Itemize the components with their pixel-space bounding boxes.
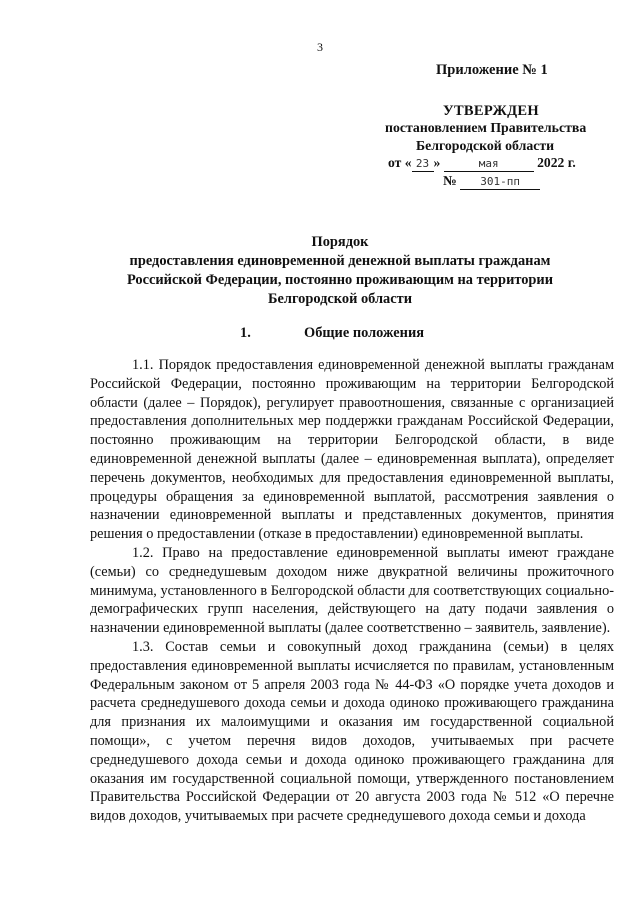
appendix-label: Приложение № 1 <box>436 62 548 78</box>
paragraph-1-3: 1.3. Состав семьи и совокупный доход гражданина (семьи) в целях предоставления единовременной выплаты исчисляется по правилам, установленным Федеральным законом от 5 апреля 2003 года № 44-ФЗ «О порядке учета доходов и расчета среднедушевого дохода семьи и дохода одиноко проживающего гражданина для признания их малоимущими и оказания им государственной социальной помощи», с учетом перечня видов доходов, учитываемых при расчете среднедушевого дохода семьи и дохода одиноко проживающего гражданина для оказания им государственной социальной помощи, утвержденного постановлением Правительства Российской Федерации от 20 августа 2003 года № 512 «О перечне видов доходов, учитываемых при расчете среднедушевого дохода семьи и дохода <box>90 638 614 825</box>
approval-number <box>443 173 540 190</box>
section-title: Общие положения <box>304 325 425 341</box>
approval-line-1: постановлением Правительства <box>385 120 587 135</box>
number-label: № <box>443 173 457 188</box>
title-line-4: Белгородской области <box>267 291 413 307</box>
paragraph-1-1: 1.1. Порядок предоставления единовременной денежной выплаты гражданам Российской Федерации, постоянно проживающим на территории Белгородской области (далее – Порядок), регулирует правоотношения, связанные с организацией предоставления дополнительных мер поддержки гражданам Российской Федерации, постоянно проживающим на территории Белгородской области, в виде единовременной денежной выплаты (далее – единовременная выплата), определяет перечень документов, необходимых для предоставления единовременной выплаты, процедуры обращения за единовременной выплатой, рассмотрения заявления о назначении единовременной выплаты и представленных документов, принятия решения о предоставлении (отказе в предоставлении) единовременной выплаты. <box>90 357 614 543</box>
title-line-1: Порядок <box>311 234 369 250</box>
date-day: 23 <box>412 157 434 172</box>
title-line-2: предоставления единовременной денежной выплаты гражданам <box>129 253 551 269</box>
date-year: 2022 г. <box>537 155 576 170</box>
approved-label: УТВЕРЖДЕН <box>443 103 539 119</box>
paragraph-1-2: 1.2. Право на предоставление единовременной выплаты имеют граждане (семьи) со среднедушевым доходом ниже двукратной величины прожиточного минимума, установленного в Белгородской области для соответствующих социально-демографических групп населения, действующего на дату подачи заявления о назначении единовременной выплаты (далее соответственно – заявитель, заявление). <box>90 544 614 637</box>
number-value: 301-пп <box>460 175 540 190</box>
approval-line-2: Белгородской области <box>416 138 555 153</box>
document-title <box>60 233 620 309</box>
page-number: 3 <box>317 40 323 54</box>
approval-date <box>388 155 576 172</box>
document-body <box>90 356 614 826</box>
date-mid: » <box>433 155 441 170</box>
date-prefix: от « <box>388 155 412 170</box>
section-number: 1. <box>240 325 251 341</box>
date-month: мая <box>444 157 534 172</box>
title-line-3: Российской Федерации, постоянно проживающим на территории <box>126 272 554 288</box>
section-heading <box>240 325 424 342</box>
